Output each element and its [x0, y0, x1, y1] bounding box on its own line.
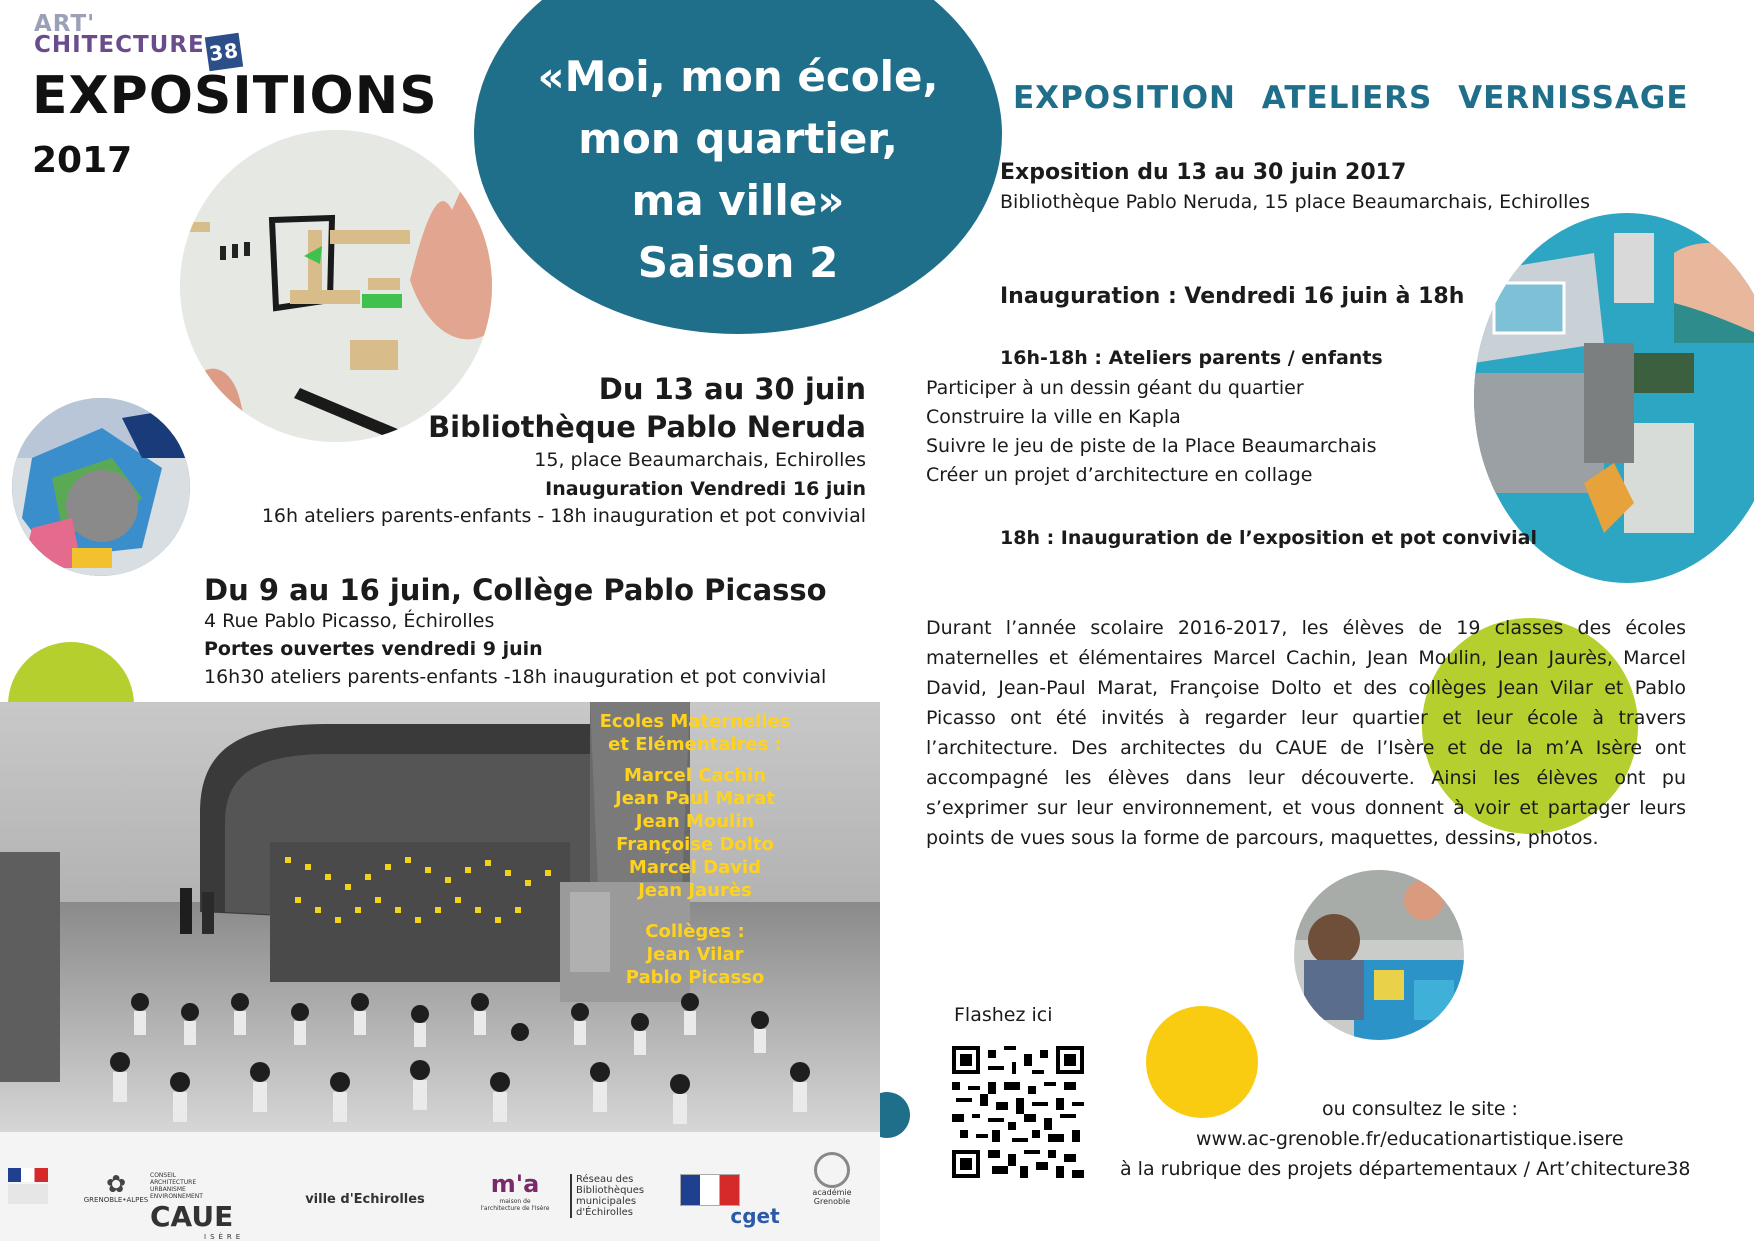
republique-francaise-logo	[8, 1168, 48, 1204]
rubrique-text: à la rubrique des projets départementaux / Art’chitecture38	[1120, 1158, 1691, 1180]
caue-logo: CONSEIL ARCHITECTURE URBANISME ENVIRONNEMENT CAUE ISÈRE	[150, 1172, 245, 1241]
ateliers-list	[926, 374, 1377, 490]
expo-info	[1000, 158, 1590, 216]
event-neruda-details: 16h ateliers parents-enfants - 18h inauguration et pot convivial	[261, 505, 866, 527]
event-picasso-open: Portes ouvertes vendredi 9 juin	[204, 638, 543, 660]
college-item: Jean Vilar	[646, 944, 744, 965]
children-photo	[1294, 870, 1464, 1040]
consult-label: ou consultez le site :	[1322, 1098, 1518, 1120]
atelier-item: Construire la ville en Kapla	[926, 406, 1181, 428]
college-item: Pablo Picasso	[625, 967, 765, 988]
school-item: Marcel Cachin	[623, 765, 767, 786]
grenoble-alpes-logo: ✿ GRENOBLE•ALPES	[83, 1170, 149, 1204]
page-year: 2017	[32, 140, 133, 181]
event-picasso	[204, 572, 884, 690]
event-neruda-dates: Du 13 au 30 juin	[598, 372, 866, 406]
cget-logo	[680, 1174, 740, 1206]
academie-logo: académie Grenoble	[800, 1152, 864, 1206]
atelier-item: Participer à un dessin géant du quartier	[926, 377, 1304, 399]
atelier-item: Créer un projet d’architecture en collage	[926, 464, 1313, 486]
event-neruda	[200, 370, 866, 528]
school-item: Marcel David	[628, 857, 762, 878]
exhibition-title: «Moi, mon école, mon quartier, ma ville» Saison 2	[537, 52, 939, 287]
school-item: Jean Jaurès	[638, 880, 752, 901]
maison-architecture-logo: m'a maison de l'architecture de l'Isère	[480, 1170, 550, 1212]
site-url-link[interactable]: www.ac-grenoble.fr/educationartistique.isere	[1196, 1128, 1624, 1150]
school-list: Ecoles Maternelles et Elémentaires : Marcel Cachin Jean Paul Marat Jean Moulin Françoise Dolto Marcel David Jean Jaurès Collèges : Jean Vilar Pablo Picasso	[590, 710, 800, 989]
event-neruda-place: Bibliothèque Pablo Neruda	[428, 410, 866, 444]
event-neruda-inaug: Inauguration Vendredi 16 juin	[545, 478, 866, 500]
vernissage: 18h : Inauguration de l’exposition et pot convivial	[1000, 527, 1537, 549]
school-item: Françoise Dolto	[616, 834, 774, 855]
artchitecture-logo: ART' CHITECTURE 38	[34, 14, 241, 69]
event-picasso-details: 16h30 ateliers parents-enfants -18h inauguration et pot convivial	[204, 666, 827, 688]
event-picasso-address: 4 Rue Pablo Picasso, Échirolles	[204, 610, 495, 632]
collage-photo-left	[12, 398, 190, 576]
event-neruda-address: 15, place Beaumarchais, Echirolles	[534, 449, 866, 471]
description-paragraph: Durant l’année scolaire 2016-2017, les élèves de 19 classes des écoles maternelles et élémentaires Marcel Cachin, Jean Moulin, Jean Jaurès, Marcel David, Jean-Paul Marat, Françoise Dolto et des collèges Jean Vilar et Pablo Picasso ont été invités à regarder leur quartier et leur école à travers l’architecture. Des architectes du CAUE de l’Isère et de la m’A Isère ont accompagné les élèves dans leur découverte. Ainsi les élèves ont pu s’exprimer sur leur environnement, et vous donnent à voir et partager leurs points de vues sous la forme de parcours, maquettes, dessins, photos.	[926, 617, 1686, 849]
badge-38: 38	[205, 33, 243, 71]
school-item: Jean Paul Marat	[615, 788, 775, 809]
expo-place: Bibliothèque Pablo Neruda, 15 place Beaumarchais, Echirolles	[1000, 191, 1591, 213]
page-title: EXPOSITIONS	[32, 66, 438, 126]
atelier-item: Suivre le jeu de piste de la Place Beaumarchais	[926, 435, 1377, 457]
school-item: Jean Moulin	[635, 811, 755, 832]
bibliotheques-logo: Réseau des Bibliothèques municipales d'Échirolles	[570, 1174, 656, 1218]
qr-code[interactable]	[952, 1046, 1084, 1178]
event-picasso-title: Du 9 au 16 juin, Collège Pablo Picasso	[204, 573, 827, 607]
inauguration: Inauguration : Vendredi 16 juin à 18h	[1000, 284, 1465, 309]
ateliers-title: 16h-18h : Ateliers parents / enfants	[1000, 347, 1383, 369]
partner-logos	[0, 1132, 880, 1241]
expo-dates: Exposition du 13 au 30 juin 2017	[1000, 160, 1407, 185]
right-kicker: EXPOSITION ATELIERS VERNISSAGE	[1013, 80, 1689, 116]
cget-text: cget	[730, 1204, 780, 1228]
flash-label: Flashez ici	[954, 1004, 1053, 1026]
yellow-circle-right	[1146, 1006, 1258, 1118]
echirolles-logo: ville d'Echirolles	[305, 1192, 425, 1207]
